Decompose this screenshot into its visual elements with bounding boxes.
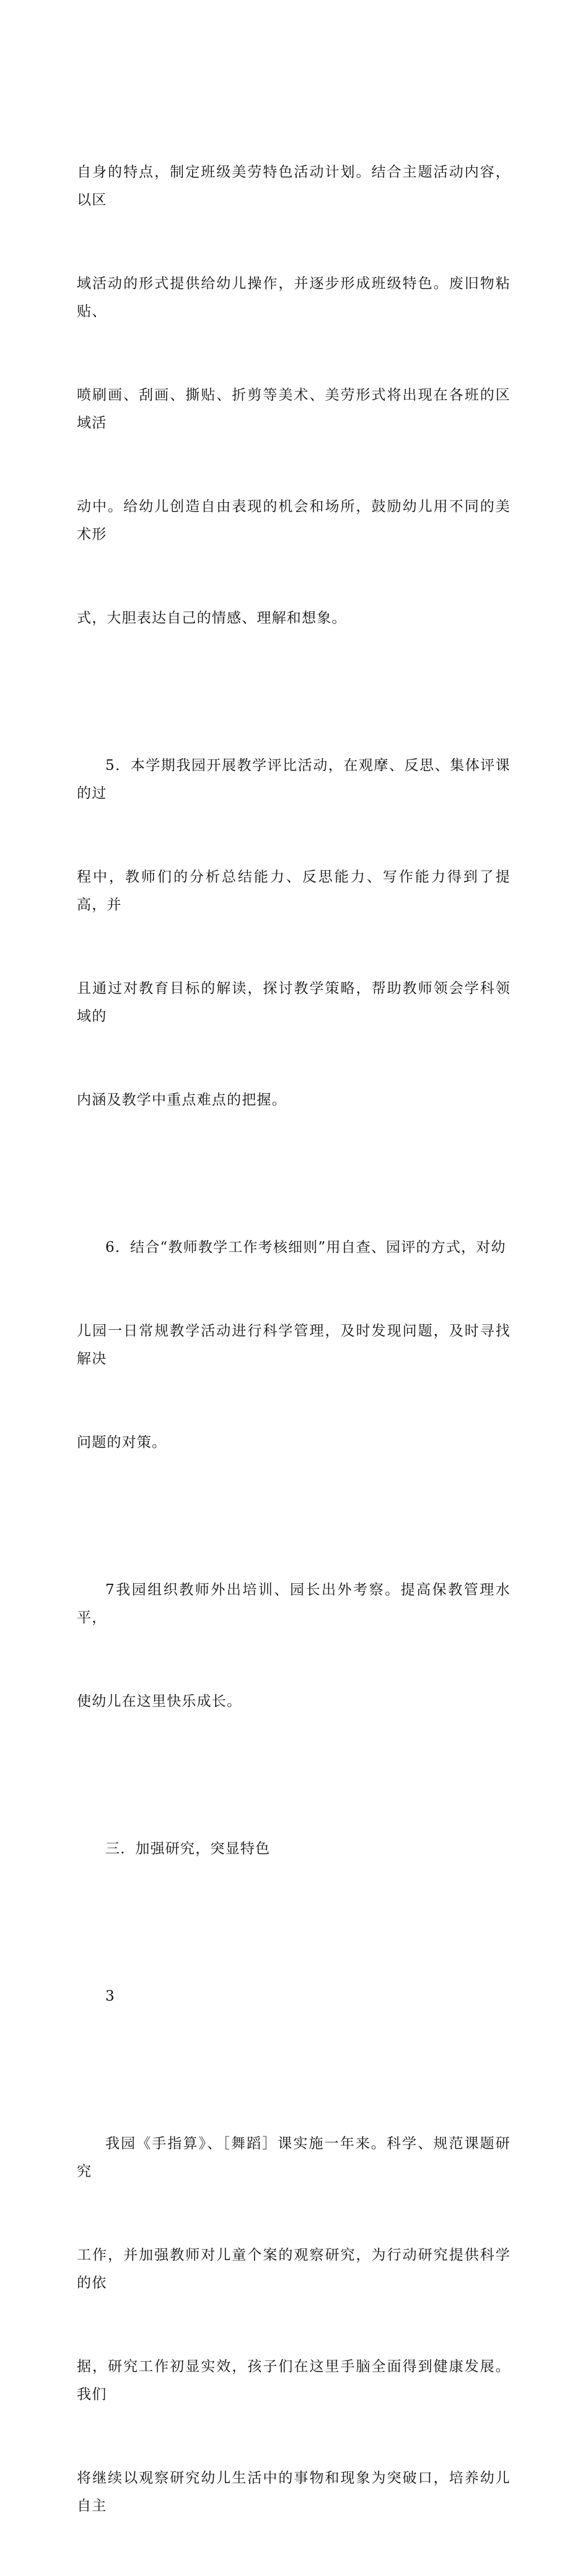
- text-line: 7我园组织教师外出培训、园长出外考察。提高保教管理水平，: [77, 1582, 511, 1626]
- document-body: [77, 103, 511, 2576]
- text-line: 6．结合“教师教学工作考核细则”用自查、园评的方式，对幼: [105, 1239, 506, 1255]
- text-line: 式，大胆表达自己的情感、理解和想象。: [77, 610, 347, 626]
- text-line: 问题的对策。: [77, 1434, 167, 1451]
- paragraph-item-7: [77, 1521, 511, 1771]
- text-line: 程中，教师们的分析总结能力、反思能力、写作能力得到了提高，并: [77, 869, 511, 913]
- text-line: 动中。给幼儿创造自由表现的机会和场所，鼓励幼儿用不同的美术形: [77, 499, 511, 543]
- text-line: 且通过对教育目标的解读，探讨教学策略，帮助教师领会学科领域的: [77, 980, 511, 1024]
- text-line: 喷刷画、刮画、撕贴、折剪等美术、美劳形式将出现在各班的区域活: [77, 387, 511, 431]
- paragraph-art-activities: [77, 103, 511, 688]
- text-line: 三．加强研究，突显特色: [105, 1841, 271, 1857]
- text-line: 儿园一日常规教学活动进行科学管理，及时发现问题，及时寻找解决: [77, 1323, 511, 1367]
- text-line: 3: [105, 1988, 115, 2004]
- text-line: 使幼儿在这里快乐成长。: [77, 1693, 242, 1709]
- section-heading-research: [77, 1779, 511, 1919]
- paragraph-item-5: [77, 696, 511, 1170]
- text-line: 内涵及教学中重点难点的把握。: [77, 1092, 287, 1108]
- text-line: 我园《手指算》、［舞蹈］课实施一年来。科学、规范课题研究: [77, 2136, 511, 2180]
- text-line: 据，研究工作初显实效，孩子们在这里手脑全面得到健康发展。我们: [77, 2359, 511, 2403]
- paragraph-number-3: [77, 1927, 511, 2066]
- text-line: 自身的特点，制定班级美劳特色活动计划。结合主题活动内容，以区: [77, 164, 511, 208]
- text-line: 将继续以观察研究幼儿生活中的事物和现象为突破口，培养幼儿自主: [77, 2470, 511, 2514]
- text-line: 工作，并加强教师对儿童个案的观察研究，为行动研究提供科学的依: [77, 2247, 511, 2291]
- paragraph-item-6: [77, 1178, 511, 1513]
- paragraph-research: [77, 2074, 511, 2576]
- text-line: 5．本学期我园开展教学评比活动，在观摩、反思、集体评课的过: [77, 758, 511, 801]
- text-line: 域活动的形式提供给幼儿操作，并逐步形成班级特色。废旧物粘贴、: [77, 276, 511, 320]
